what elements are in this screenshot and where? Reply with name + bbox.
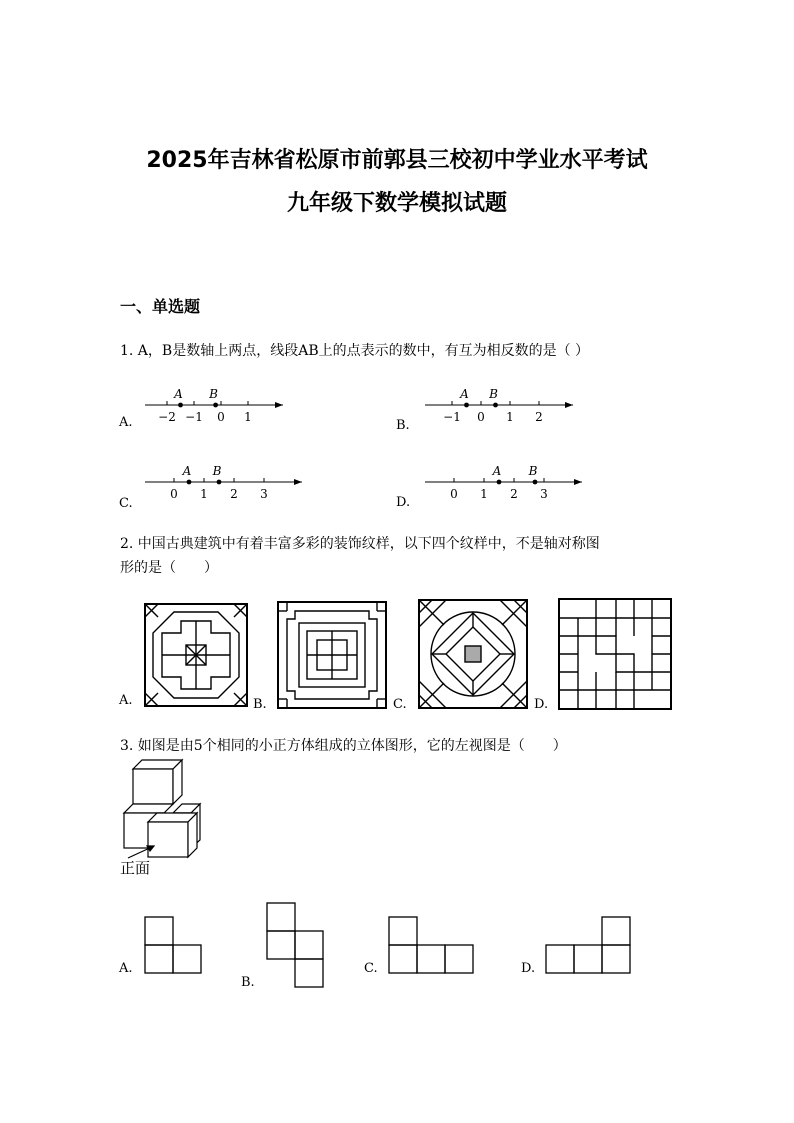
tick-label: −2 — [158, 410, 176, 424]
point-a-label: A — [460, 387, 469, 401]
number-line-d — [425, 462, 585, 507]
point-b-label: B — [489, 387, 498, 401]
point-a-label: A — [174, 387, 183, 401]
view-c-figure — [388, 916, 474, 974]
tick-label: 2 — [230, 487, 238, 501]
q3-option-b-label: B. — [241, 975, 255, 990]
tick-label: 3 — [260, 487, 268, 501]
point-a-dot — [178, 403, 183, 408]
number-line-b — [425, 385, 580, 430]
number-line-a — [145, 385, 290, 430]
pattern-b-figure — [277, 601, 387, 709]
section-title: 一、单选题 — [120, 297, 201, 316]
tick-label: 1 — [200, 487, 208, 501]
point-a-dot — [497, 480, 502, 485]
view-a-figure — [144, 916, 202, 974]
point-b-dot — [493, 403, 498, 408]
view-d-figure — [545, 916, 631, 974]
tick-label: 1 — [480, 487, 488, 501]
q3-option-d-label: D. — [521, 961, 536, 976]
axis-arrow — [565, 402, 573, 408]
tick-label: 2 — [535, 410, 543, 424]
page-title: 2025年吉林省松原市前郭县三校初中学业水平考试 — [146, 148, 648, 173]
q1-option-a-label: A. — [119, 415, 133, 430]
q1-option-b-label: B. — [396, 418, 410, 433]
tick-label: 2 — [510, 487, 518, 501]
tick-label: 1 — [506, 410, 514, 424]
point-a-label: A — [492, 464, 502, 478]
tick-label: 0 — [477, 410, 485, 424]
point-b-label: B — [209, 387, 219, 401]
q3-option-c-label: C. — [364, 961, 378, 976]
point-b-dot — [533, 480, 538, 485]
tick-label: 1 — [244, 410, 252, 424]
axis-arrow — [574, 479, 582, 485]
question-1-text: 1. A，B是数轴上两点，线段AB上的点表示的数中，有互为相反数的是（ ） — [120, 343, 590, 359]
point-a-label: A — [182, 464, 192, 478]
tick-label: 3 — [540, 487, 548, 501]
question-3-text: 3. 如图是由5个相同的小正方体组成的立体图形，它的左视图是（ ） — [120, 738, 567, 754]
point-b-label: B — [212, 464, 222, 478]
pattern-d-figure — [558, 598, 672, 710]
q2-option-d-label: D. — [534, 697, 549, 712]
tick-label: −1 — [443, 410, 461, 424]
point-b-label: B — [528, 464, 538, 478]
q2-option-a-label: A. — [119, 693, 133, 708]
q2-option-b-label: B. — [253, 697, 267, 712]
pattern-c-figure — [418, 599, 528, 709]
point-a-dot — [187, 480, 192, 485]
number-line-c — [145, 462, 305, 507]
question-2-text-line1: 2. 中国古典建筑中有着丰富多彩的装饰纹样，以下四个纹样中，不是轴对称图 — [120, 536, 600, 552]
q1-option-d-label: D. — [396, 495, 411, 510]
pattern-a-figure — [144, 603, 248, 707]
axis-arrow — [294, 479, 302, 485]
front-label: 正面 — [120, 859, 151, 877]
point-b-dot — [213, 403, 218, 408]
q1-option-c-label: C. — [119, 496, 133, 511]
point-b-dot — [217, 480, 222, 485]
question-2-text-line2: 形的是（ ） — [120, 560, 218, 576]
point-a-dot — [464, 403, 469, 408]
page-subtitle: 九年级下数学模拟试题 — [286, 191, 507, 216]
tick-label: −1 — [185, 410, 203, 424]
cube-solid-figure — [120, 758, 215, 863]
q2-option-c-label: C. — [393, 697, 407, 712]
q3-option-a-label: A. — [119, 961, 133, 976]
view-b-figure — [266, 902, 324, 988]
axis-arrow — [275, 402, 283, 408]
tick-label: 0 — [217, 410, 225, 424]
tick-label: 0 — [450, 487, 458, 501]
tick-label: 0 — [170, 487, 178, 501]
